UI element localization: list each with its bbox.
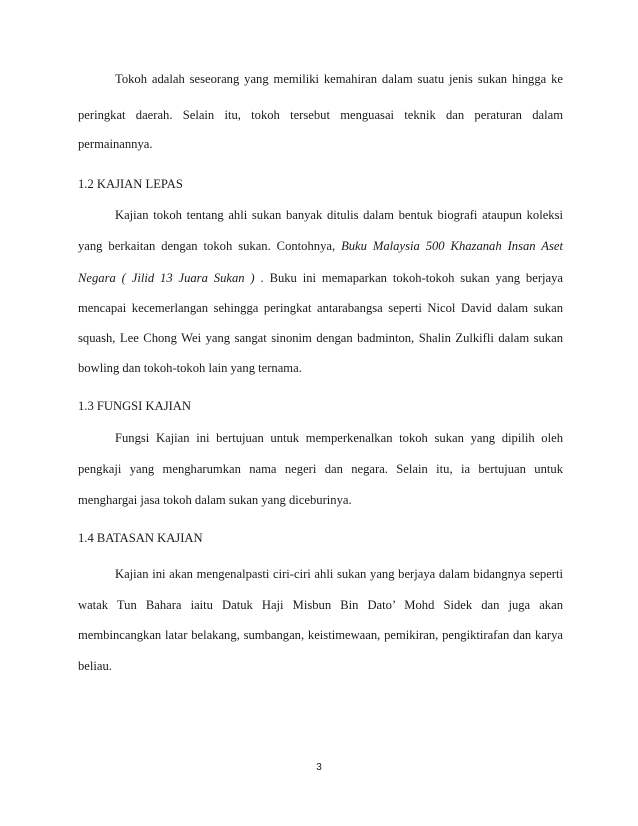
- section-heading-batasan-kajian: 1.4 BATASAN KAJIAN: [78, 531, 203, 545]
- batasan-kajian-line-4: beliau.: [78, 659, 112, 673]
- paragraph-1-line-2: peringkat daerah. Selain itu, tokoh tersebut menguasai teknik dan peraturan dalam: [78, 108, 563, 122]
- kajian-lepas-line-3-text: . Buku ini memaparkan tokoh-tokoh sukan yang berjaya: [254, 271, 563, 285]
- batasan-kajian-line-3: membincangkan latar belakang, sumbangan, keistimewaan, pemikiran, pengiktirafan dan karya: [78, 628, 563, 642]
- fungsi-kajian-line-1: Fungsi Kajian ini bertujuan untuk memperkenalkan tokoh sukan yang dipilih oleh: [115, 431, 563, 445]
- fungsi-kajian-line-2: pengkaji yang mengharumkan nama negeri dan negara. Selain itu, ia bertujuan untuk: [78, 462, 563, 476]
- paragraph-1-line-3: permainannya.: [78, 137, 153, 151]
- fungsi-kajian-line-3: menghargai jasa tokoh dalam sukan yang diceburinya.: [78, 493, 352, 507]
- section-heading-fungsi-kajian: 1.3 FUNGSI KAJIAN: [78, 399, 191, 413]
- batasan-kajian-line-2: watak Tun Bahara iaitu Datuk Haji Misbun Bin Dato’ Mohd Sidek dan juga akan: [78, 598, 563, 612]
- kajian-lepas-line-3: [78, 270, 563, 286]
- kajian-lepas-line-6: bowling dan tokoh-tokoh lain yang ternama.: [78, 361, 302, 375]
- batasan-kajian-line-1: Kajian ini akan mengenalpasti ciri-ciri ahli sukan yang berjaya dalam bidangnya seperti: [115, 567, 563, 581]
- kajian-lepas-line-2: [78, 238, 563, 254]
- page-number: 3: [316, 762, 322, 773]
- kajian-lepas-line-5: squash, Lee Chong Wei yang sangat sinonim dengan badminton, Shalin Zulkifli dalam sukan: [78, 331, 563, 345]
- book-title-part-2: Negara ( Jilid 13 Juara Sukan ): [78, 271, 255, 285]
- kajian-lepas-line-2-text: yang berkaitan dengan tokoh sukan. Contohnya,: [78, 239, 342, 253]
- section-heading-kajian-lepas: 1.2 KAJIAN LEPAS: [78, 177, 183, 191]
- book-title-part-1: Buku Malaysia 500 Khazanah Insan Aset: [341, 239, 563, 253]
- kajian-lepas-line-1: Kajian tokoh tentang ahli sukan banyak ditulis dalam bentuk biografi ataupun koleksi: [115, 208, 563, 222]
- paragraph-1-line-1: Tokoh adalah seseorang yang memiliki kemahiran dalam suatu jenis sukan hingga ke: [115, 72, 563, 86]
- kajian-lepas-line-4: mencapai kecemerlangan sehingga peringkat antarabangsa seperti Nicol David dalam sukan: [78, 301, 563, 315]
